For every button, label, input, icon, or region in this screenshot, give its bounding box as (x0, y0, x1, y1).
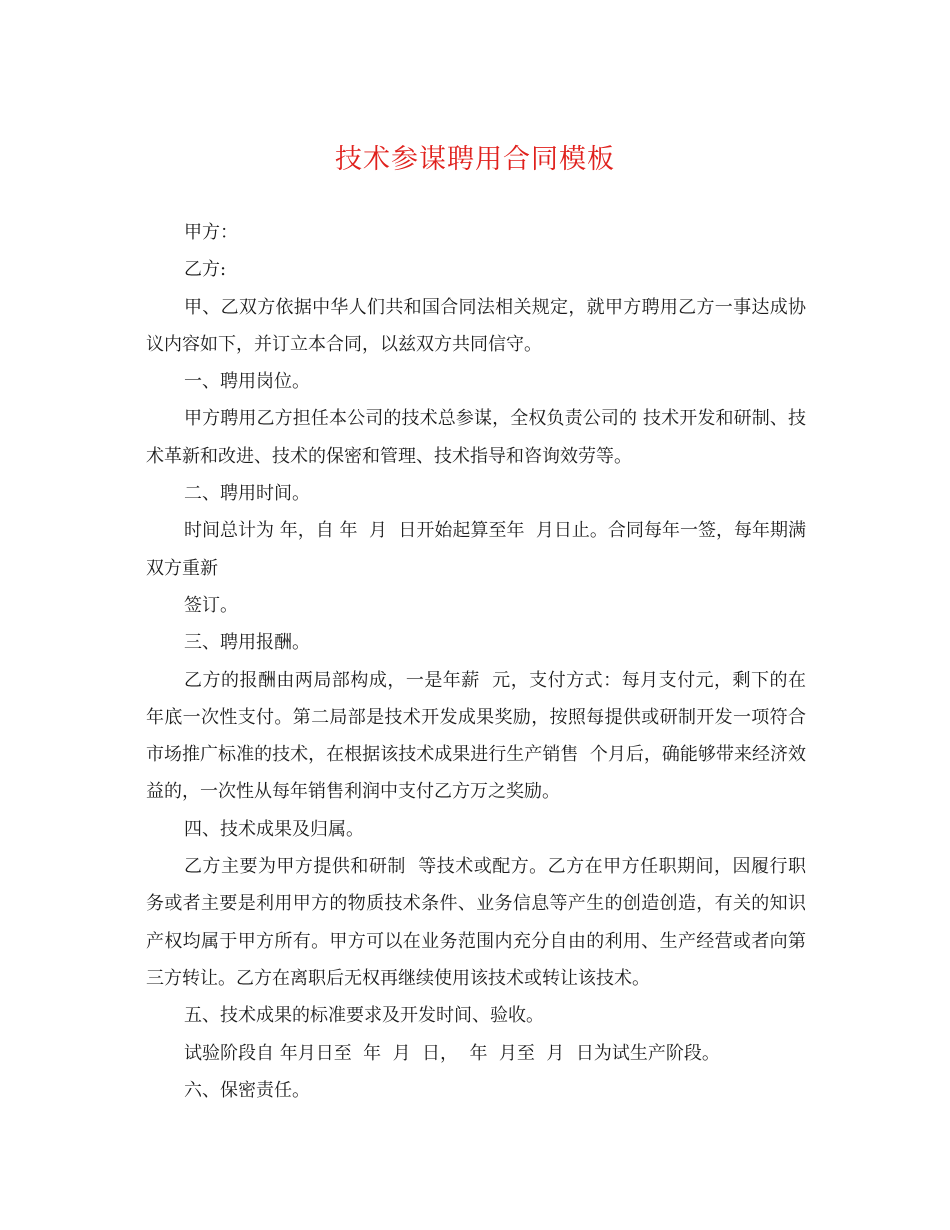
section-heading-term: 二、聘用时间。 (184, 483, 310, 505)
section-heading-remuneration: 三、聘用报酬。 (184, 632, 310, 654)
term-paragraph: 时间总计为 年，自 年 月 日开始起算至年 月日止。合同每年一签，每年期满双方重新 (146, 520, 806, 579)
position-paragraph: 甲方聘用乙方担任本公司的技术总参谋，全权负责公司的 技术开发和研制、技术革新和改进、技术的保密和管理、技术指导和咨询效劳等。 (146, 408, 806, 467)
document-title: 技术参谋聘用合同模板 (335, 144, 615, 175)
intro-paragraph: 甲、乙双方依据中华人们共和国合同法相关规定，就甲方聘用乙方一事达成协议内容如下，并订立本合同，以兹双方共同信守。 (146, 296, 806, 355)
section-heading-position: 一、聘用岗位。 (184, 371, 310, 393)
party-a-line: 甲方： (184, 222, 238, 243)
section-heading-acceptance: 五、技术成果的标准要求及开发时间、验收。 (184, 1005, 544, 1027)
term-paragraph-continued: 签订。 (184, 594, 238, 616)
document-body (146, 214, 806, 1109)
ownership-paragraph: 乙方主要为甲方提供和研制 等技术或配方。乙方在甲方任职期间，因履行职务或者主要是利用甲方的物质技术条件、业务信息等产生的创造创造，有关的知识产权均属于甲方所有。甲方可以在业务范围内充分自由的利用、生产经营或者向第三方转让。乙方在离职后无权再继续使用该技术或转让该技术。 (146, 856, 806, 989)
section-heading-ownership: 四、技术成果及归属。 (184, 818, 364, 840)
section-heading-confidentiality: 六、保密责任。 (184, 1079, 310, 1101)
party-b-line: 乙方: (184, 259, 227, 281)
remuneration-paragraph: 乙方的报酬由两局部构成，一是年薪 元，支付方式：每月支付元，剩下的在年底一次性支付。第二局部是技术开发成果奖励，按照每提供或研制开发一项符合市场推广标准的技术，在根据该技术成果进行生产销售 个月后，确能够带来经济效益的，一次性从每年销售利润中支付乙方万之奖励。 (146, 669, 806, 803)
acceptance-paragraph: 试验阶段自 年月日至 年 月 日， 年 月至 月 日为试生产阶段。 (184, 1042, 720, 1064)
